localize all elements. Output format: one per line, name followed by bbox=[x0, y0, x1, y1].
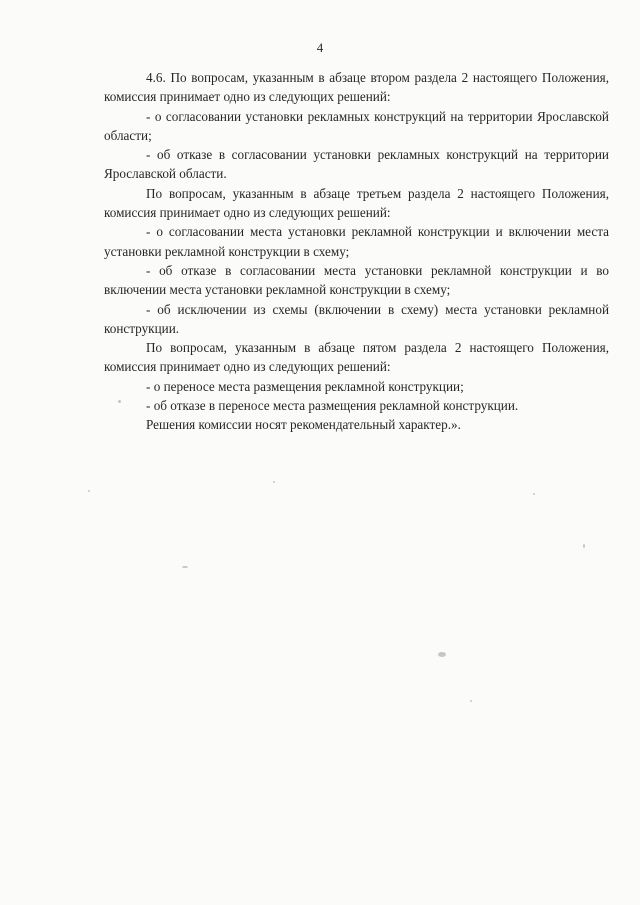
scan-speck bbox=[182, 566, 188, 568]
list-item-relocate: - о переносе места размещения рекламной конструкции; bbox=[146, 378, 464, 394]
paragraph-4-6: 4.6. По вопросам, указанным в абзаце втором раздела 2 настоящего Положения, комиссия принимает одно из следующих решений: bbox=[104, 70, 609, 105]
scan-speck bbox=[533, 493, 535, 495]
page-number: 4 bbox=[316, 40, 324, 55]
scan-speck bbox=[583, 544, 585, 548]
paragraph-third-clause: По вопросам, указанным в абзаце третьем раздела 2 настоящего Положения, комиссия принимает одно из следующих решений: bbox=[104, 185, 609, 221]
scan-speck bbox=[88, 490, 90, 492]
scan-speck bbox=[470, 700, 472, 702]
list-item-refuse-installation: - об отказе в согласовании установки рекламных конструкций на территории Ярославской области. bbox=[104, 147, 609, 182]
list-item-approve-installation: - о согласовании установки рекламных конструкций на территории Ярославской области; bbox=[104, 108, 609, 143]
scan-speck bbox=[438, 652, 446, 657]
list-item-exclude-location: - об исключении из схемы (включении в схему) места установки рекламной конструкции. bbox=[104, 301, 609, 336]
paragraph-fifth-clause: По вопросам, указанным в абзаце пятом раздела 2 настоящего Положения, комиссия принимает одно из следующих решений: bbox=[104, 340, 609, 375]
list-item-refuse-location: - об отказе в согласовании места установки рекламной конструкции и во включении места установки рекламной конструкции в схему; bbox=[104, 262, 609, 298]
scan-speck bbox=[273, 481, 275, 483]
document-body bbox=[104, 68, 609, 435]
paragraph-recommendation: Решения комиссии носят рекомендательный характер.». bbox=[146, 417, 461, 433]
list-item-approve-location: - о согласовании места установки рекламной конструкции и включении места установки рекламной конструкции в схему; bbox=[104, 224, 609, 259]
scan-speck bbox=[118, 400, 121, 403]
list-item-refuse-relocate: - об отказе в переносе места размещения рекламной конструкции. bbox=[146, 398, 519, 414]
